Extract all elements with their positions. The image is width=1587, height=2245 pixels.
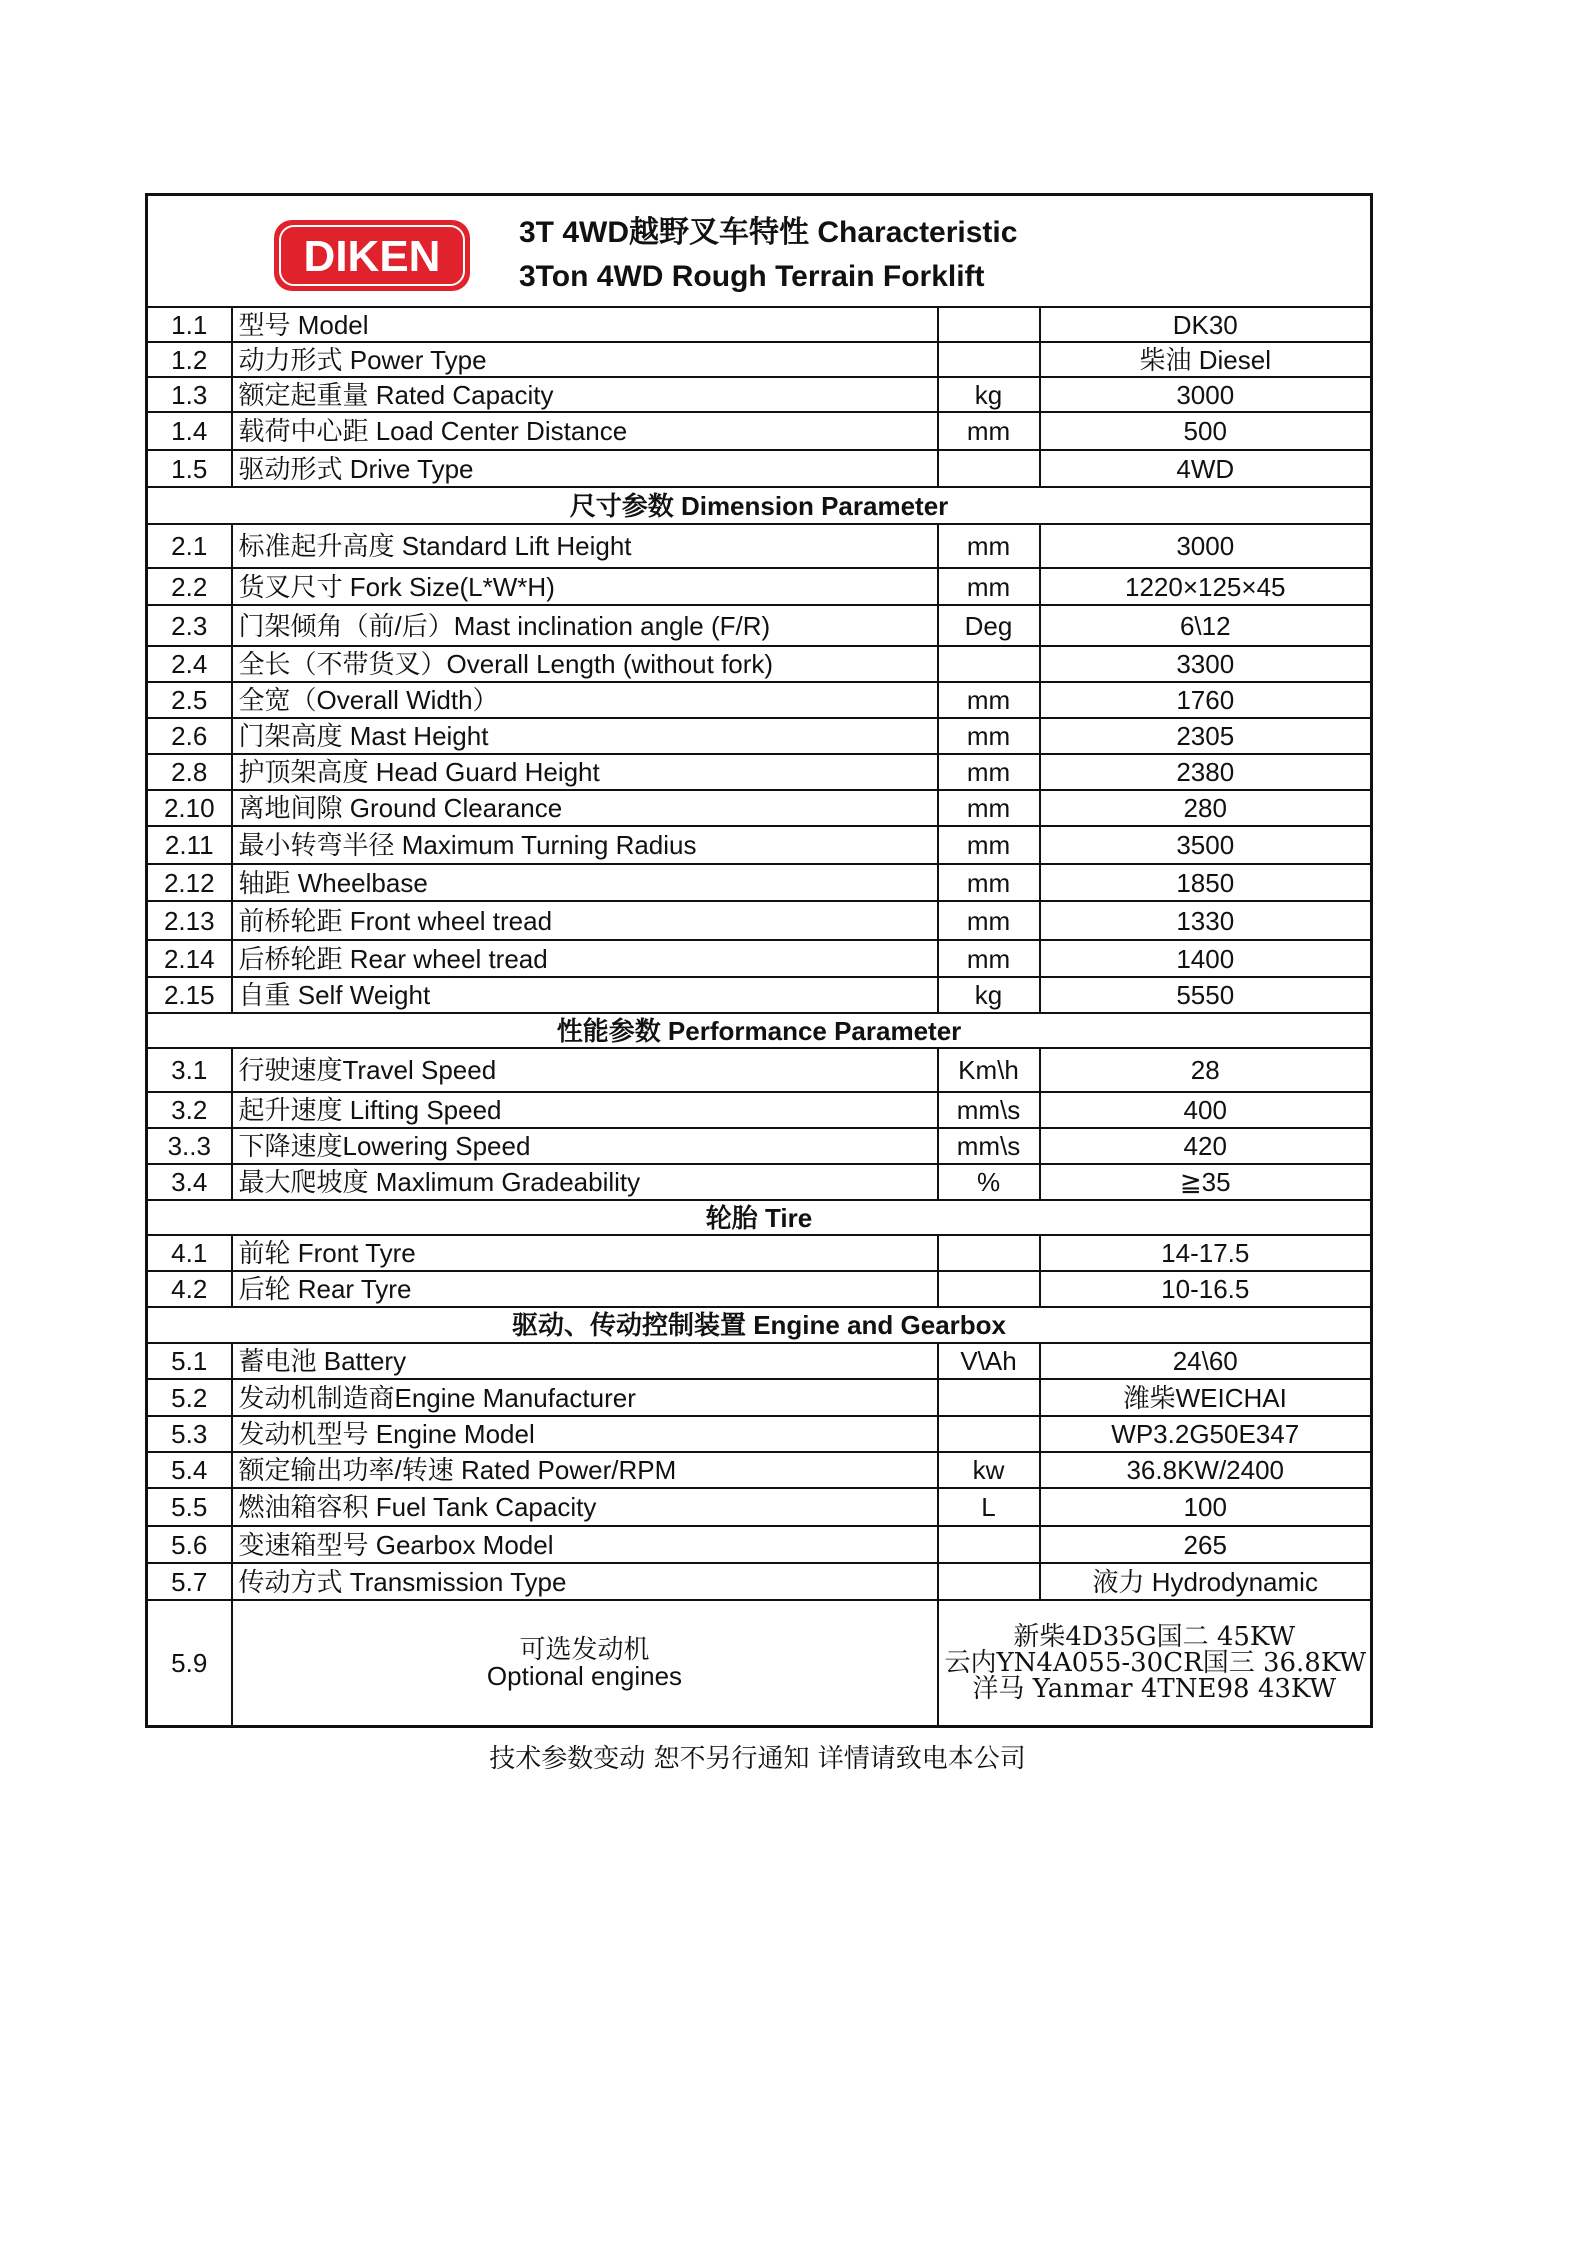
- section-title: 性能参数 Performance Parameter: [147, 1013, 1372, 1048]
- table-row: [147, 605, 1372, 646]
- item-value: 500: [1040, 412, 1372, 450]
- table-row: [147, 342, 1372, 377]
- title-line-2: 3Ton 4WD Rough Terrain Forklift: [519, 260, 985, 293]
- item-value: 3000: [1040, 524, 1372, 568]
- table-row: [147, 1271, 1372, 1307]
- item-value: 1850: [1040, 864, 1372, 901]
- item-name: 全长（不带货叉）Overall Length (without fork): [232, 646, 938, 682]
- table-row: [147, 901, 1372, 940]
- item-value: 1400: [1040, 940, 1372, 977]
- item-value: DK30: [1040, 307, 1372, 342]
- item-number: 5.6: [147, 1526, 232, 1563]
- item-value: 400: [1040, 1092, 1372, 1128]
- item-name: 轴距 Wheelbase: [232, 864, 938, 901]
- title-line-1: 3T 4WD越野叉车特性 Characteristic: [519, 216, 1018, 249]
- item-unit: [938, 342, 1040, 377]
- item-name: 变速箱型号 Gearbox Model: [232, 1526, 938, 1563]
- item-value: 3500: [1040, 826, 1372, 864]
- item-number: 2.4: [147, 646, 232, 682]
- item-unit: mm: [938, 682, 1040, 718]
- item-unit: [938, 1416, 1040, 1452]
- item-value: 潍柴WEICHAI: [1040, 1379, 1372, 1416]
- item-name: 全宽（Overall Width）: [232, 682, 938, 718]
- item-value: 14-17.5: [1040, 1235, 1372, 1271]
- item-value: 柴油 Diesel: [1040, 342, 1372, 377]
- item-value: 24\60: [1040, 1343, 1372, 1379]
- item-name: 起升速度 Lifting Speed: [232, 1092, 938, 1128]
- item-number: 2.6: [147, 718, 232, 754]
- item-value: 2305: [1040, 718, 1372, 754]
- item-number: 3.4: [147, 1164, 232, 1200]
- item-number: 4.2: [147, 1271, 232, 1307]
- section-row: [147, 1013, 1372, 1048]
- optional-label-en: Optional engines: [486, 1660, 683, 1691]
- item-name: 行驶速度Travel Speed: [232, 1048, 938, 1092]
- item-number: 2.1: [147, 524, 232, 568]
- item-name: 货叉尺寸 Fork Size(L*W*H): [232, 568, 938, 605]
- table-row: [147, 1563, 1372, 1600]
- item-name: 发动机制造商Engine Manufacturer: [232, 1379, 938, 1416]
- optional-label-cn: 可选发动机: [519, 1634, 650, 1665]
- item-value: 1220×125×45: [1040, 568, 1372, 605]
- item-unit: [938, 450, 1040, 487]
- item-name: 载荷中心距 Load Center Distance: [232, 412, 938, 450]
- item-name: 门架高度 Mast Height: [232, 718, 938, 754]
- table-row: [147, 568, 1372, 605]
- item-value: 5550: [1040, 977, 1372, 1013]
- item-number: 2.14: [147, 940, 232, 977]
- item-name: 型号 Model: [232, 307, 938, 342]
- spec-table: [145, 193, 1373, 1728]
- header-cell: [147, 195, 1372, 308]
- table-row: [147, 1526, 1372, 1563]
- item-number: 5.5: [147, 1488, 232, 1526]
- item-name: 自重 Self Weight: [232, 977, 938, 1013]
- table-row: [147, 1343, 1372, 1379]
- table-row: [147, 940, 1372, 977]
- footnote: 技术参数变动 恕不另行通知 详情请致电本公司: [489, 1743, 1026, 1774]
- table-row: [147, 718, 1372, 754]
- item-unit: mm: [938, 718, 1040, 754]
- table-row: [147, 450, 1372, 487]
- section-title: 轮胎 Tire: [147, 1200, 1372, 1235]
- page-header: [154, 196, 1364, 306]
- item-number: 5.9: [147, 1600, 232, 1726]
- section-title: 尺寸参数 Dimension Parameter: [147, 487, 1372, 524]
- item-name: 额定起重量 Rated Capacity: [232, 377, 938, 412]
- table-row: [147, 1092, 1372, 1128]
- item-unit: mm: [938, 826, 1040, 864]
- table-row: [147, 754, 1372, 790]
- section-row: [147, 1200, 1372, 1235]
- spec-sheet: [145, 193, 1370, 1775]
- item-number: 1.3: [147, 377, 232, 412]
- item-unit: mm: [938, 790, 1040, 826]
- section-row: [147, 1307, 1372, 1343]
- item-unit: [938, 646, 1040, 682]
- item-unit: mm: [938, 412, 1040, 450]
- item-value: 420: [1040, 1128, 1372, 1164]
- table-row: [147, 826, 1372, 864]
- item-value: 液力 Hydrodynamic: [1040, 1563, 1372, 1600]
- table-row: [147, 1488, 1372, 1526]
- item-value: 2380: [1040, 754, 1372, 790]
- item-name: 蓄电池 Battery: [232, 1343, 938, 1379]
- item-name: 下降速度Lowering Speed: [232, 1128, 938, 1164]
- table-row: [147, 1164, 1372, 1200]
- logo-text: DIKEN: [303, 232, 441, 281]
- item-number: 4.1: [147, 1235, 232, 1271]
- item-value: 28: [1040, 1048, 1372, 1092]
- item-number: 2.2: [147, 568, 232, 605]
- spec-table-body: [147, 195, 1372, 1727]
- item-unit: [938, 307, 1040, 342]
- item-number: 2.5: [147, 682, 232, 718]
- item-name: 前桥轮距 Front wheel tread: [232, 901, 938, 940]
- optional-engines-label: [232, 1600, 938, 1726]
- item-name: 驱动形式 Drive Type: [232, 450, 938, 487]
- item-unit: mm: [938, 568, 1040, 605]
- table-row: [147, 1128, 1372, 1164]
- item-name: 发动机型号 Engine Model: [232, 1416, 938, 1452]
- table-row: [147, 1416, 1372, 1452]
- item-unit: L: [938, 1488, 1040, 1526]
- optional-engines-row: [147, 1600, 1372, 1726]
- item-number: 1.5: [147, 450, 232, 487]
- item-unit: kw: [938, 1452, 1040, 1488]
- diken-logo: [272, 218, 472, 293]
- item-name: 最大爬坡度 Maxlimum Gradeability: [232, 1164, 938, 1200]
- item-value: ≧35: [1040, 1164, 1372, 1200]
- item-number: 2.13: [147, 901, 232, 940]
- item-unit: mm: [938, 864, 1040, 901]
- item-unit: kg: [938, 377, 1040, 412]
- item-name: 最小转弯半径 Maximum Turning Radius: [232, 826, 938, 864]
- item-unit: [938, 1235, 1040, 1271]
- table-row: [147, 524, 1372, 568]
- item-value: 265: [1040, 1526, 1372, 1563]
- item-value: 3000: [1040, 377, 1372, 412]
- item-unit: mm: [938, 940, 1040, 977]
- item-name: 燃油箱容积 Fuel Tank Capacity: [232, 1488, 938, 1526]
- item-value: WP3.2G50E347: [1040, 1416, 1372, 1452]
- item-name: 护顶架高度 Head Guard Height: [232, 754, 938, 790]
- table-row: [147, 864, 1372, 901]
- item-number: 2.3: [147, 605, 232, 646]
- optional-engine-item: 云内YN4A055-30CR国三 36.8KW: [944, 1647, 1367, 1678]
- optional-engines-list: [938, 1600, 1372, 1726]
- item-number: 3..3: [147, 1128, 232, 1164]
- item-number: 2.10: [147, 790, 232, 826]
- item-number: 1.1: [147, 307, 232, 342]
- item-name: 额定输出功率/转速 Rated Power/RPM: [232, 1452, 938, 1488]
- item-number: 5.7: [147, 1563, 232, 1600]
- header-row: [147, 195, 1372, 308]
- table-row: [147, 790, 1372, 826]
- item-unit: kg: [938, 977, 1040, 1013]
- item-value: 4WD: [1040, 450, 1372, 487]
- item-value: 100: [1040, 1488, 1372, 1526]
- item-number: 5.3: [147, 1416, 232, 1452]
- item-name: 离地间隙 Ground Clearance: [232, 790, 938, 826]
- item-value: 1330: [1040, 901, 1372, 940]
- item-number: 3.2: [147, 1092, 232, 1128]
- item-unit: [938, 1379, 1040, 1416]
- optional-engine-item: 洋马 Yanmar 4TNE98 43KW: [972, 1673, 1337, 1704]
- item-unit: mm\s: [938, 1092, 1040, 1128]
- table-row: [147, 646, 1372, 682]
- item-number: 5.2: [147, 1379, 232, 1416]
- item-name: 动力形式 Power Type: [232, 342, 938, 377]
- item-unit: Km\h: [938, 1048, 1040, 1092]
- item-name: 前轮 Front Tyre: [232, 1235, 938, 1271]
- item-name: 后桥轮距 Rear wheel tread: [232, 940, 938, 977]
- item-unit: mm: [938, 754, 1040, 790]
- item-name: 标准起升高度 Standard Lift Height: [232, 524, 938, 568]
- item-number: 3.1: [147, 1048, 232, 1092]
- item-value: 36.8KW/2400: [1040, 1452, 1372, 1488]
- table-row: [147, 377, 1372, 412]
- table-row: [147, 682, 1372, 718]
- item-value: 1760: [1040, 682, 1372, 718]
- table-row: [147, 1048, 1372, 1092]
- item-number: 2.15: [147, 977, 232, 1013]
- item-number: 2.8: [147, 754, 232, 790]
- item-unit: Deg: [938, 605, 1040, 646]
- item-name: 后轮 Rear Tyre: [232, 1271, 938, 1307]
- table-row: [147, 307, 1372, 342]
- item-value: 280: [1040, 790, 1372, 826]
- item-unit: %: [938, 1164, 1040, 1200]
- table-row: [147, 977, 1372, 1013]
- section-title: 驱动、传动控制装置 Engine and Gearbox: [147, 1307, 1372, 1343]
- item-name: 门架倾角（前/后）Mast inclination angle (F/R): [232, 605, 938, 646]
- item-unit: mm: [938, 524, 1040, 568]
- item-number: 2.11: [147, 826, 232, 864]
- table-row: [147, 412, 1372, 450]
- item-unit: [938, 1526, 1040, 1563]
- item-name: 传动方式 Transmission Type: [232, 1563, 938, 1600]
- table-row: [147, 1379, 1372, 1416]
- section-row: [147, 487, 1372, 524]
- item-unit: [938, 1271, 1040, 1307]
- item-unit: V\Ah: [938, 1343, 1040, 1379]
- item-value: 6\12: [1040, 605, 1372, 646]
- item-value: 10-16.5: [1040, 1271, 1372, 1307]
- item-value: 3300: [1040, 646, 1372, 682]
- item-unit: mm\s: [938, 1128, 1040, 1164]
- table-row: [147, 1235, 1372, 1271]
- item-number: 2.12: [147, 864, 232, 901]
- optional-engine-item: 新柴4D35G国二 45KW: [1013, 1621, 1296, 1652]
- item-unit: mm: [938, 901, 1040, 940]
- item-number: 5.1: [147, 1343, 232, 1379]
- item-number: 1.4: [147, 412, 232, 450]
- table-row: [147, 1452, 1372, 1488]
- item-number: 5.4: [147, 1452, 232, 1488]
- item-number: 1.2: [147, 342, 232, 377]
- item-unit: [938, 1563, 1040, 1600]
